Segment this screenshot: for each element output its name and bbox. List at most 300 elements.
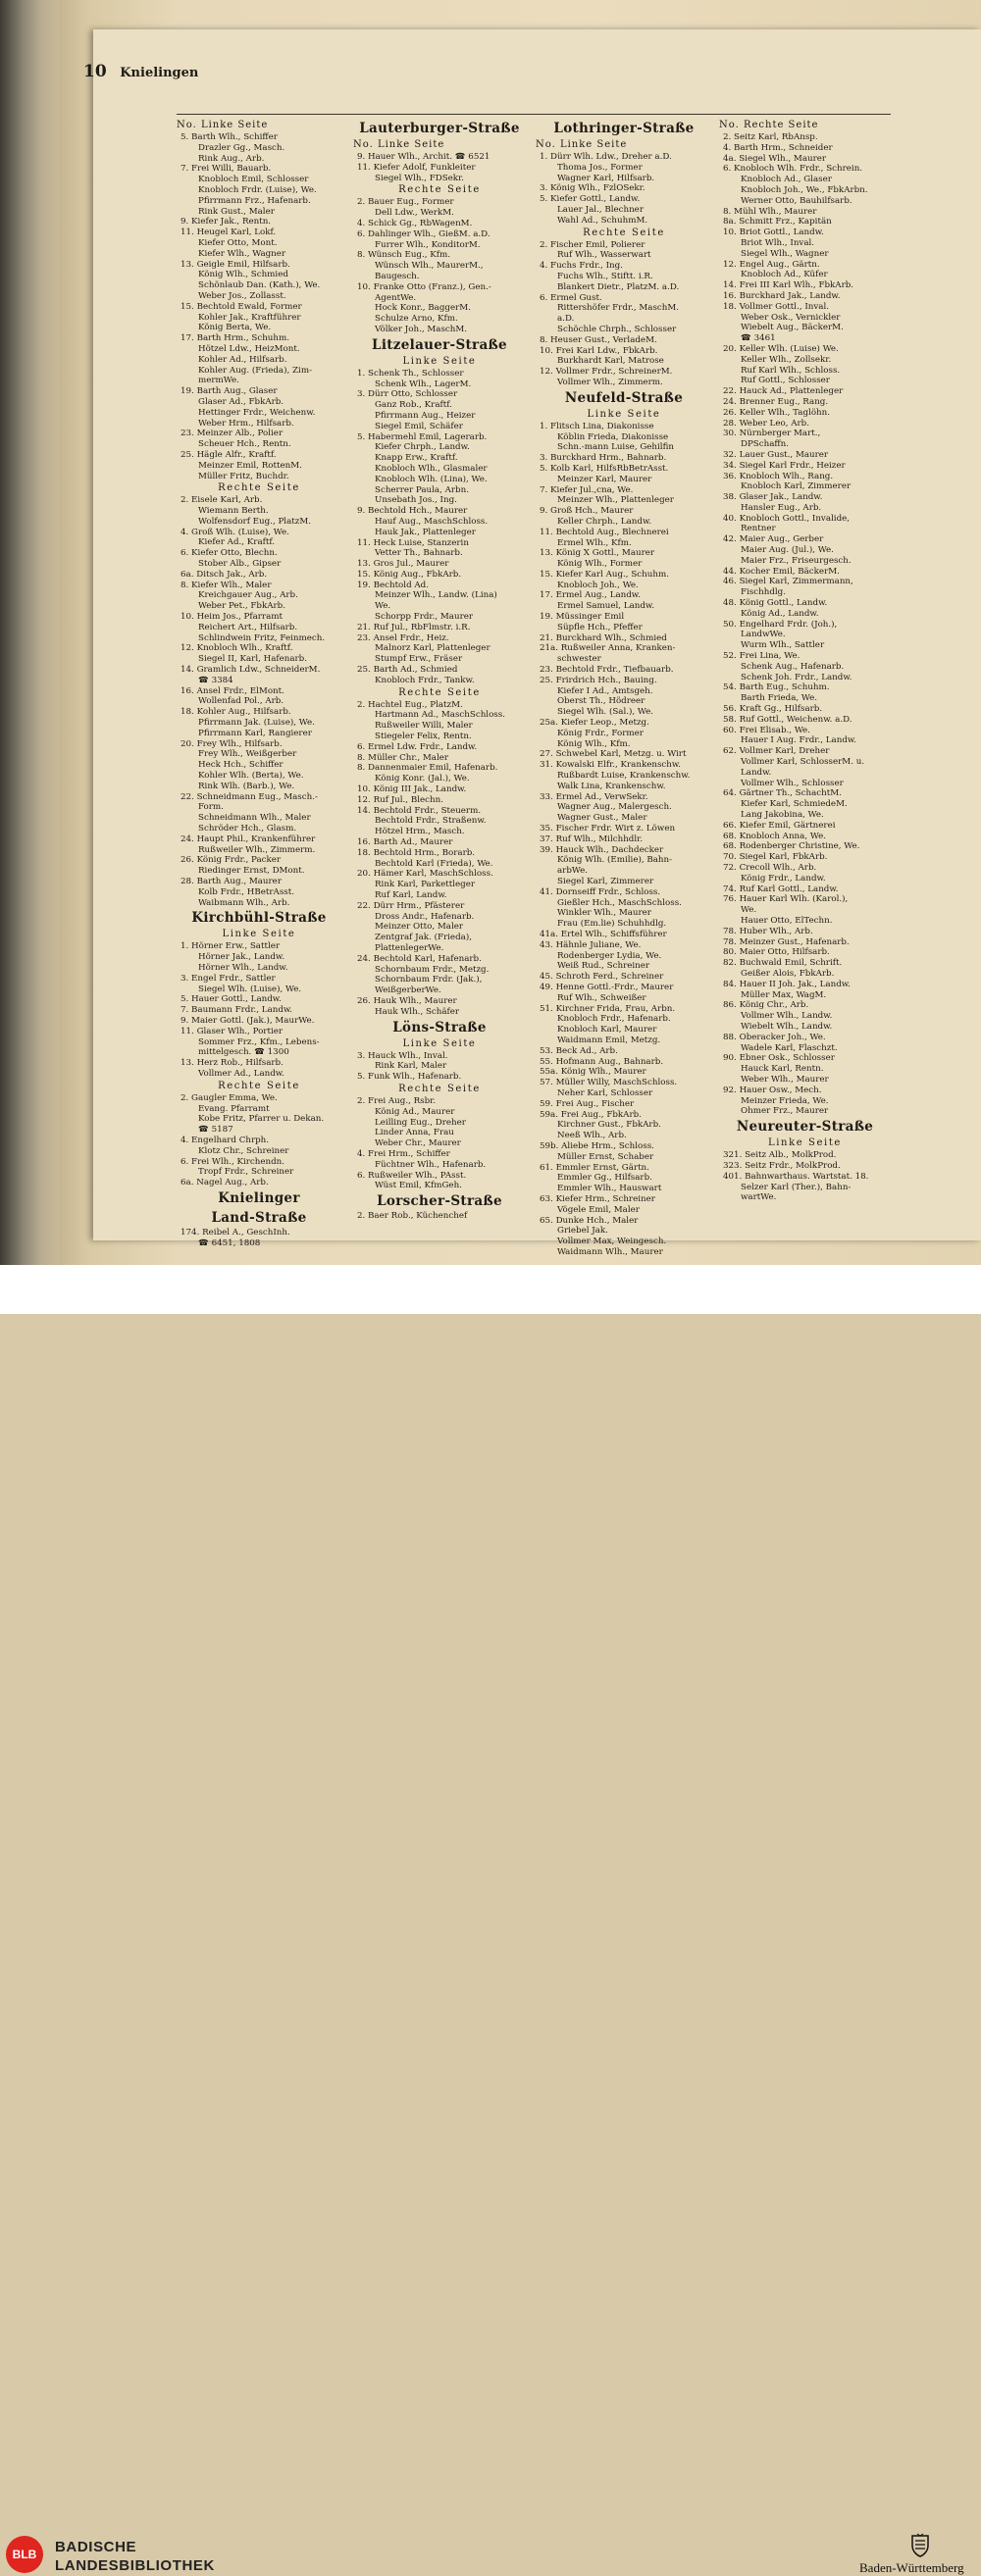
entry-line: 84. Hauer II Joh. Jak., Landw. [723, 979, 851, 989]
entry-line: 50. Engelhard Frdr. (Joh.), [723, 619, 838, 630]
entry-continuation: Meinzer Otto, Maler [375, 922, 464, 933]
entry-continuation: Siegel Wlh., Wagner [741, 248, 829, 259]
entry-line: 55a. König Wlh., Maurer [540, 1067, 646, 1078]
entry-continuation: Bechtold Frdr., Straßenw. [375, 816, 487, 827]
entry-continuation: Kiefer Chrph., Landw. [375, 442, 470, 453]
entry-continuation: Schornbaum Frdr. (Jak.), [375, 975, 483, 985]
entry-continuation: Reichert Art., Hilfsarb. [198, 622, 298, 632]
entry-line: 10. Franke Otto (Franz.), Gen.- [357, 281, 491, 292]
entry-line: 31. Kowalski Elfr., Krankenschw. [540, 760, 682, 771]
entry-line: 80. Maier Otto, Hilfsarb. [723, 947, 830, 958]
side-heading: Rechte Seite [398, 686, 481, 698]
entry-continuation: Rink Gust., Maler [198, 206, 275, 217]
entry-continuation: Knobloch Ad., Küfer [741, 270, 828, 280]
entry-continuation: a.D. [557, 314, 575, 325]
entry-line: 20. Keller Wlh. (Luise) We. [723, 343, 839, 354]
entry-continuation: Wagner Karl, Hilfsarb. [557, 173, 655, 183]
entry-line: 7. Kiefer Jul.,cna, We. [540, 484, 634, 495]
entry-line: 11. Heugel Karl, Lokf. [181, 227, 277, 238]
side-heading: Linke Seite [402, 355, 477, 367]
entry-continuation: Knobloch Ad., Glaser [741, 175, 832, 185]
entry-continuation: Form. [198, 802, 224, 813]
entry-line: 12. Ruf Jul., Blechn. [357, 794, 443, 805]
entry-continuation: Scheuer Hch., Rentn. [198, 439, 291, 450]
entry-continuation: Vollmer Wlh., Zimmerm. [557, 377, 663, 387]
entry-line: 72. Crecoll Wlh., Arb. [723, 862, 817, 873]
entry-line: 17. Barth Hrm., Schuhm. [181, 333, 289, 344]
side-heading: Linke Seite [402, 1037, 477, 1049]
entry-continuation: Schornbaum Frdr., Metzg. [375, 964, 490, 975]
entry-line: 10. Heim Jos., Pfarramt [181, 612, 283, 623]
entry-line: 6. Knobloch Wlh. Frdr., Schrein. [723, 164, 863, 175]
entry-continuation: Baugesch. [375, 271, 420, 281]
entry-line: 22. Dürr Hrm., Pfästerer [357, 900, 465, 911]
entry-line: 3. Burckhard Hrm., Bahnarb. [540, 453, 667, 464]
entry-continuation: Rußweiler Willi, Maler [375, 721, 473, 732]
entry-line: 5. Kiefer Gottl., Landw. [540, 194, 641, 205]
entry-continuation: Hettinger Frdr., Weichenw. [198, 407, 316, 418]
entry-continuation: Kirchner Gust., FbkArb. [557, 1120, 661, 1131]
entry-line: 41a. Ertel Wlh., Schiffsführer [540, 929, 667, 939]
entry-line: 25. Barth Ad., Schmied [357, 665, 458, 676]
entry-line: 6a. Ditsch Jak., Arb. [181, 569, 268, 580]
entry-continuation: WeißgerberWe. [375, 985, 441, 996]
entry-line: 33. Ermel Ad., VerwSekr. [540, 791, 648, 802]
entry-continuation: Vollmer Max, Weingesch. [557, 1237, 667, 1247]
entry-continuation: Wiebelt Wlh., Landw. [741, 1021, 833, 1032]
entry-continuation: Wurm Wlh., Sattler [741, 640, 825, 651]
entry-continuation: Rodenberger Lydia, We. [557, 950, 662, 961]
entry-line: 19. Barth Aug., Glaser [181, 386, 278, 397]
entry-line: 12. Knobloch Wlh., Kraftf. [181, 643, 293, 654]
entry-continuation: Siegel Karl, Zimmerer [557, 877, 654, 886]
entry-line: 323. Seitz Frdr., MolkProd. [723, 1160, 841, 1171]
entry-line: 1. Schenk Th., Schlosser [357, 368, 464, 379]
entry-line: 16. Burckhard Jak., Landw. [723, 290, 841, 301]
entry-line: 21. Ruf Jul., RbFlmstr. i.R. [357, 622, 471, 632]
entry-continuation: Rink Karl, Maler [375, 1061, 447, 1072]
entry-line: 11. Kiefer Adolf, Funkleiter [357, 162, 476, 173]
entry-continuation: Schenk Wlh., LagerM. [375, 379, 472, 389]
book-spine [0, 0, 59, 1265]
entry-continuation: Selzer Karl (Ther.), Bahn- [741, 1182, 852, 1192]
entry-continuation: Ruf Karl, Landw. [375, 890, 447, 900]
entry-continuation: Frey Wlh., Weißgerber [198, 749, 297, 760]
entry-continuation: Hansler Eug., Arb. [741, 502, 822, 513]
entry-line: 43. Hähnle Juliane, We. [540, 939, 642, 950]
entry-line: 11. Bechtold Aug., Blechnerei [540, 527, 669, 537]
entry-continuation: Frau (Em.lie) Schuhhdlg. [557, 919, 667, 930]
side-heading: Rechte Seite [398, 1083, 481, 1094]
entry-line: 53. Beck Ad., Arb. [540, 1045, 618, 1056]
entry-line: 16. Ansel Frdr., ElMont. [181, 685, 284, 696]
street-heading: Lauterburger-Straße [359, 121, 520, 136]
blb-logo[interactable]: BLB [6, 2536, 43, 2573]
entry-line: 37. Ruf Wlh., Milchhdlr. [540, 833, 644, 844]
entry-line: 5. Funk Wlh., Hafenarb. [357, 1072, 462, 1083]
entry-continuation: Oberst Th., Hödreer [557, 696, 645, 707]
entry-line: 4. Fuchs Frdr., Ing. [540, 261, 623, 272]
entry-line: 49. Henne Gottl.-Frdr., Maurer [540, 982, 674, 992]
entry-line: 78. Huber Wlh., Arb. [723, 926, 813, 936]
entry-continuation: Hauf Aug., MaschSchloss. [375, 516, 489, 527]
entry-continuation: Knobloch Frdr. (Luise), We. [198, 184, 317, 195]
entry-continuation: Maier Frz., Friseurgesch. [741, 555, 852, 566]
entry-line: 11. Heck Luise, Stanzerin [357, 537, 469, 548]
entry-continuation: Glaser Ad., FbkArb. [198, 396, 284, 407]
entry-continuation: Knobloch Frdr., Tankw. [375, 675, 475, 685]
entry-line: 15. Bechtold Ewald, Former [181, 301, 302, 312]
entry-continuation: Weber Osk., Vernickler [741, 312, 841, 323]
entry-line: 90. Ebner Osk., Schlosser [723, 1053, 835, 1064]
entry-line: 4. Frei Hrm., Schiffer [357, 1148, 450, 1159]
entry-continuation: Stober Alb., Gipser [198, 559, 282, 570]
entry-continuation: Süpfle Hch., Pfeffer [557, 622, 643, 632]
entry-continuation: Völker Joh., MaschM. [375, 324, 468, 334]
column-2 [353, 119, 526, 1222]
column-heading: No. Linke Seite [536, 139, 628, 150]
entry-line: 2. Seitz Karl, RbAnsp. [723, 132, 818, 142]
entry-continuation: mermWe. [198, 376, 239, 386]
entry-line: 4a. Siegel Wlh., Maurer [723, 153, 827, 164]
entry-line: 3. Dürr Otto, Schlosser [357, 389, 458, 400]
entry-continuation: Pfirrmann Frz., Hafenarb. [198, 195, 311, 206]
column-heading: No. Linke Seite [353, 139, 445, 150]
entry-continuation: Knobloch Frdr., Hafenarb. [557, 1014, 671, 1025]
entry-line: 10. Frei Karl Ldw., FbkArb. [540, 345, 658, 356]
entry-line: 2. Bauer Eug., Former [357, 197, 454, 208]
entry-line: 82. Buchwald Emil, Schrift. [723, 958, 843, 969]
side-heading: Linke Seite [222, 929, 296, 940]
entry-line: 10. König III Jak., Landw. [357, 784, 467, 795]
entry-line: 8. Müller Chr., Maler [357, 752, 449, 763]
entry-continuation: Neeß Wlh., Arb. [557, 1131, 627, 1141]
entry-line: 24. Bechtold Karl, Hafenarb. [357, 953, 482, 964]
entry-continuation: Wagner Gust., Maler [557, 813, 647, 824]
entry-line: 8. Dannenmaier Emil, Hafenarb. [357, 763, 498, 774]
side-heading: Linke Seite [768, 1137, 842, 1149]
entry-continuation: Zentgraf Jak. (Frieda), [375, 933, 472, 943]
street-heading: Löns-Straße [392, 1019, 487, 1035]
entry-continuation: Vollmer Ad., Landw. [198, 1068, 284, 1079]
column-1 [177, 119, 341, 1249]
entry-continuation: König Konr. (Jal.), We. [375, 774, 470, 784]
entry-line: 68. Rodenberger Christine, We. [723, 841, 860, 852]
entry-continuation: Waibmann Wlh., Arb. [198, 897, 290, 908]
entry-continuation: Müller Ernst, Schaber [557, 1151, 654, 1162]
entry-continuation: Wünsch Wlh., MaurerM., [375, 261, 484, 272]
entry-line: 21. Burckhard Wlh., Schmied [540, 632, 667, 643]
entry-continuation: Maier Aug. (Jul.), We. [741, 545, 834, 556]
entry-line: 26. Keller Wlh., Taglöhn. [723, 407, 830, 418]
entry-continuation: Rink Wlh. (Barb.), We. [198, 781, 295, 791]
entry-line: 76. Hauer Karl Wlh. (Karol.), [723, 894, 849, 905]
entry-continuation: PlattenlegerWe. [375, 942, 444, 953]
entry-continuation: Weber Wlh., Maurer [741, 1074, 829, 1085]
entry-continuation: König Wlh., Schmied [198, 270, 288, 280]
entry-continuation: Kreichgauer Aug., Arb. [198, 590, 298, 601]
entry-continuation: Schlindwein Fritz, Feinmech. [198, 632, 326, 643]
entry-continuation: Knobloch Joh., We., FbkArbn. [741, 184, 868, 195]
entry-line: 401. Bahnwarthaus. Wartstat. 18. [723, 1171, 869, 1182]
entry-continuation: Schorpp Frdr., Maurer [375, 612, 474, 623]
entry-continuation: Meinzer Wlh., Landw. (Lina) [375, 590, 497, 601]
entry-line: 30. Nürnberger Mart., [723, 429, 821, 439]
entry-line: 6. Frei Wlh., Kirchendn. [181, 1156, 285, 1167]
entry-line: 59b. Aliebe Hrm., Schloss. [540, 1140, 654, 1151]
entry-line: 19. Müssinger Emil [540, 612, 625, 623]
entry-line: 4. Schick Gg., RbWagenM. [357, 218, 473, 228]
entry-continuation: Lang Jakobina, We. [741, 810, 824, 820]
entry-continuation: König Ad., Landw. [741, 608, 819, 619]
entry-continuation: Siegel Wlh. (Sal.), We. [557, 707, 654, 718]
entry-continuation: Stiegeler Felix, Rentn. [375, 732, 472, 742]
entry-continuation: Ermel Wlh., Kfm. [557, 537, 632, 548]
entry-continuation: Lauer Jal., Blechner [557, 204, 644, 215]
street-heading: Kirchbühl-Straße [191, 910, 327, 927]
entry-line: 18. Vollmer Gottl., Inval. [723, 301, 830, 312]
entry-continuation: We. [375, 601, 391, 612]
entry-continuation: Knapp Erw., Kraftf. [375, 453, 458, 464]
entry-continuation: Ohmer Frz., Maurer [741, 1106, 829, 1117]
entry-line: 22. Schneidmann Eug., Masch.- [181, 791, 318, 802]
entry-continuation: Kiefer Karl, SchmiedeM. [741, 799, 848, 810]
entry-line: 12. Vollmer Frdr., SchreinerM. [540, 367, 673, 378]
entry-continuation: Wiemann Berth. [198, 506, 269, 517]
entry-continuation: Knobloch Wlh., Glasmaler [375, 463, 488, 474]
entry-continuation: Klotz Chr., Schreiner [198, 1145, 289, 1156]
entry-continuation: arbWe. [557, 866, 589, 877]
entry-continuation: Siegel Wlh. (Luise), We. [198, 984, 302, 994]
entry-continuation: Blankert Dietr., PlatzM. a.D. [557, 281, 680, 292]
entry-line: 51. Kirchner Frida, Frau, Arbn. [540, 1003, 676, 1014]
entry-line: 5. Habermehl Emil, Lagerarb. [357, 431, 488, 442]
entry-line: 21a. Rußweiler Anna, Kranken- [540, 643, 676, 654]
entry-continuation: Köblin Frieda, Diakonisse [557, 431, 669, 442]
entry-continuation: Wüst Emil, KfmGeh. [375, 1181, 462, 1191]
entry-continuation: Fuchs Wlh., Stiftt. i.R. [557, 271, 653, 281]
entry-continuation: Hörner Wlh., Landw. [198, 962, 288, 973]
entry-continuation: Weber Chr., Maurer [375, 1138, 461, 1149]
entry-line: 16. Barth Ad., Maurer [357, 837, 453, 848]
entry-continuation: Weber Jos., Zollasst. [198, 290, 286, 301]
entry-line: 9. Bechtold Hch., Maurer [357, 506, 468, 517]
entry-continuation: Pfirrmann Karl, Rangierer [198, 728, 312, 738]
entry-continuation: Rußweiler Wlh., Zimmerm. [198, 844, 316, 855]
entry-continuation: Schulze Arno, Kfm. [375, 314, 458, 325]
entry-continuation: ☎ 6451, 1808 [198, 1237, 261, 1248]
entry-line: 66. Kiefer Emil, Gärtnerei [723, 820, 836, 831]
entry-line: 23. Ansel Frdr., Heiz. [357, 632, 449, 643]
entry-line: 59. Frei Aug., Fischer [540, 1098, 635, 1109]
entry-continuation: Knobloch Emil, Schlosser [198, 175, 309, 185]
street-heading: Lothringer-Straße [553, 121, 695, 136]
side-heading: Rechte Seite [583, 227, 665, 238]
header-rule [177, 114, 891, 115]
entry-continuation: Hauck Karl, Rentn. [741, 1064, 824, 1075]
entry-continuation: Rußbardt Luise, Krankenschw. [557, 771, 691, 782]
entry-line: 38. Glaser Jak., Landw. [723, 492, 823, 503]
entry-continuation: Rink Karl, Parkettleger [375, 880, 476, 890]
entry-line: 54. Barth Eug., Schuhm. [723, 682, 830, 693]
entry-continuation: Vögele Emil, Maler [557, 1204, 640, 1215]
entry-continuation: Weber Hrm., Hilfsarb. [198, 418, 294, 429]
entry-continuation: Kohler Jak., Kraftführer [198, 312, 301, 323]
entry-continuation: Linder Anna, Frau [375, 1128, 454, 1138]
entry-continuation: Kiefer I Ad., Amtsgeh. [557, 685, 653, 696]
entry-continuation: Hartmann Ad., MaschSchloss. [375, 710, 505, 721]
entry-continuation: Wadele Karl, Flaschzt. [741, 1042, 838, 1053]
entry-continuation: König Frdr., Landw. [741, 873, 826, 884]
entry-continuation: Dell Ldw., WerkM. [375, 208, 454, 219]
entry-line: 20. Frey Wlh., Hilfsarb. [181, 738, 283, 749]
entry-line: 8. Wünsch Eug., Kfm. [357, 250, 450, 261]
entry-continuation: Scherrer Paula, Arbn. [375, 484, 469, 495]
entry-continuation: Ruf Wlh., Schweißer [557, 992, 646, 1003]
entry-line: 41. Dornseiff Frdr., Schloss. [540, 886, 661, 897]
entry-continuation: Meinzer Emil, RottenM. [198, 460, 302, 471]
entry-line: 6. Ermel Gust. [540, 292, 602, 303]
entry-line: 62. Vollmer Karl, Dreher [723, 746, 830, 757]
entry-line: 13. Geigle Emil, Hilfsarb. [181, 259, 290, 270]
entry-line: 46. Siegel Karl, Zimmermann, [723, 577, 853, 587]
entry-line: 6a. Nagel Aug., Arb. [181, 1178, 269, 1188]
entry-line: 24. Brenner Eug., Rang. [723, 396, 829, 407]
entry-continuation: Meinzer Frieda, We. [741, 1095, 829, 1106]
entry-line: 9. Kiefer Jak., Rentn. [181, 217, 272, 227]
entry-continuation: Müller Max, WagM. [741, 989, 827, 1000]
entry-line: 5. Hauer Gottl., Landw. [181, 994, 282, 1005]
entry-line: 57. Müller Willy, MaschSchloss. [540, 1078, 678, 1088]
street-heading: Lorscher-Straße [377, 1193, 502, 1210]
entry-line: 20. Hämer Karl, MaschSchloss. [357, 869, 493, 880]
entry-continuation: Hock Konr., BaggerM. [375, 303, 471, 314]
entry-line: 11. Glaser Wlh., Portier [181, 1026, 284, 1036]
entry-line: 18. Kohler Aug., Hilfsarb. [181, 707, 291, 718]
entry-continuation: schwester [557, 654, 601, 665]
entry-line: 6. Dahlinger Wlh., GießM. a.D. [357, 228, 490, 239]
entry-line: 56. Kraft Gg., Hilfsarb. [723, 704, 823, 715]
entry-continuation: Hötzel Hrm., Masch. [375, 827, 465, 837]
column-heading: No. Linke Seite [177, 120, 269, 130]
entry-line: 68. Knobloch Anna, We. [723, 831, 826, 841]
entry-line: 28. Barth Aug., Maurer [181, 876, 282, 886]
entry-line: 39. Hauck Wlh., Dachdecker [540, 844, 664, 855]
entry-continuation: Dross Andr., Hafenarb. [375, 911, 475, 922]
entry-line: 7. Frei Willi, Bauarb. [181, 164, 272, 175]
entry-line: 18. Bechtold Hrm., Borarb. [357, 847, 476, 858]
entry-line: 3. Hauck Wlh., Inval. [357, 1050, 448, 1061]
entry-continuation: Kiefer Otto, Mont. [198, 237, 278, 248]
entry-continuation: König Wlh., Kfm. [557, 738, 631, 749]
entry-line: 174. Reibel A., GeschInh. [181, 1227, 290, 1237]
footer-bar [0, 1265, 981, 2575]
entry-continuation: Thoma Jos., Former [557, 162, 643, 173]
entry-continuation: LandwWe. [741, 630, 786, 640]
entry-continuation: Hauer Otto, ElTechn. [741, 915, 833, 926]
entry-continuation: Emmler Gg., Hilfsarb. [557, 1173, 652, 1184]
entry-continuation: Geißer Alois, FbkArb. [741, 968, 835, 979]
entry-continuation: Werner Otto, Bauhilfsarb. [741, 195, 852, 206]
entry-line: 14. Bechtold Frdr., Steuerm. [357, 805, 482, 816]
entry-line: 7. Baumann Frdr., Landw. [181, 1005, 293, 1016]
entry-line: 14. Gramlich Ldw., SchneiderM. [181, 665, 321, 676]
entry-line: 10. Briot Gottl., Landw. [723, 227, 824, 238]
entry-continuation: Pfirrmann Aug., Heizer [375, 410, 476, 421]
entry-continuation: Rittershöfer Frdr., MaschM. [557, 303, 680, 314]
entry-line: 2. Hachtel Eug., PlatzM. [357, 699, 463, 710]
entry-continuation: Hörner Jak., Landw. [198, 952, 285, 963]
entry-continuation: Schöchle Chrph., Schlosser [557, 324, 677, 334]
entry-continuation: Wolfensdorf Eug., PlatzM. [198, 516, 311, 527]
entry-line: 6. Ermel Ldw. Frdr., Landw. [357, 741, 478, 752]
entry-continuation: Kohler Ad., Hilfsarb. [198, 354, 287, 365]
entry-line: 25. Hägle Alfr., Kraftf. [181, 449, 277, 460]
entry-continuation: Sommer Frz., Kfm., Lebens- [198, 1036, 320, 1047]
entry-continuation: Winkler Wlh., Maurer [557, 908, 651, 919]
library-name[interactable] [55, 2538, 215, 2575]
entry-line: 86. König Chr., Arb. [723, 1000, 809, 1011]
entry-continuation: König Frdr., Former [557, 728, 644, 738]
column-3 [536, 119, 712, 1258]
entry-continuation: Hauk Jak., Plattenleger [375, 527, 476, 537]
entry-line: 27. Schwebel Karl, Metzg. u. Wirt [540, 749, 687, 760]
entry-continuation: Kohler Aug. (Frieda), Zim- [198, 365, 312, 376]
side-heading: Rechte Seite [218, 482, 300, 494]
entry-line: 4. Engelhard Chrph. [181, 1135, 270, 1145]
entry-continuation: Evang. Pfarramt [198, 1103, 270, 1114]
entry-line: 25a. Kiefer Leop., Metzg. [540, 718, 649, 729]
entry-continuation: Knobloch Karl, Zimmerer [741, 481, 852, 492]
entry-line: 32. Lauer Gust., Maurer [723, 449, 829, 460]
entry-continuation: Bechtold Karl (Frieda), We. [375, 858, 493, 869]
entry-continuation: Schröder Hch., Glasm. [198, 824, 297, 833]
entry-line: 4. Barth Hrm., Schneider [723, 142, 833, 153]
entry-line: 26. Hauk Wlh., Maurer [357, 995, 457, 1006]
entry-line: 8. Mühl Wlh., Maurer [723, 206, 817, 217]
entry-line: 23. Meinzer Alb., Polier [181, 429, 284, 439]
entry-continuation: Ruf Gottl., Schlosser [741, 376, 830, 386]
column-heading: No. Rechte Seite [719, 120, 819, 130]
entry-line: 2. Gaugler Emma, We. [181, 1092, 278, 1103]
entry-continuation: König Wlh. (Emilie), Bahn- [557, 855, 673, 866]
entry-continuation: Knobloch Wlh. (Lina), We. [375, 474, 488, 484]
entry-continuation: Leilling Eug., Dreher [375, 1117, 466, 1128]
entry-line: 2. Fischer Emil, Polierer [540, 239, 645, 250]
entry-continuation: Meinzer Wlh., Plattenleger [557, 495, 674, 506]
entry-continuation: Griebel Jak. [557, 1226, 608, 1237]
entry-line: 9. Hauer Wlh., Archit. ☎ 6521 [357, 152, 490, 162]
entry-line: 88. Oberacker Joh., We. [723, 1032, 826, 1042]
library-name-line-2: LANDESBIBLIOTHEK [55, 2557, 215, 2574]
entry-continuation: Müller Fritz, Buchdr. [198, 471, 289, 481]
entry-continuation: DPSchaffn. [741, 439, 789, 450]
entry-line: 6. Rußweiler Wlh., PAsst. [357, 1170, 467, 1181]
entry-continuation: Wollenfad Pol., Arb. [198, 696, 284, 707]
entry-continuation: Gießler Hch., MaschSchloss. [557, 897, 682, 908]
side-heading: Rechte Seite [218, 1080, 300, 1091]
entry-continuation: We. [741, 905, 757, 916]
entry-continuation: König Berta, We. [198, 323, 272, 333]
entry-continuation: Vollmer Wlh., Landw. [741, 1011, 833, 1022]
entry-line: 48. König Gottl., Landw. [723, 598, 828, 609]
entry-continuation: Ruf Wlh., Wasserwart [557, 250, 651, 261]
street-heading: Neureuter-Straße [736, 1119, 874, 1136]
entry-line: 78. Meinzer Gust., Hafenarb. [723, 936, 850, 947]
entry-continuation: Schenk Aug., Hafenarb. [741, 661, 845, 672]
entry-line: 1. Flitsch Lina, Diakonisse [540, 421, 654, 431]
entry-continuation: Furrer Wlh., KonditorM. [375, 239, 481, 250]
